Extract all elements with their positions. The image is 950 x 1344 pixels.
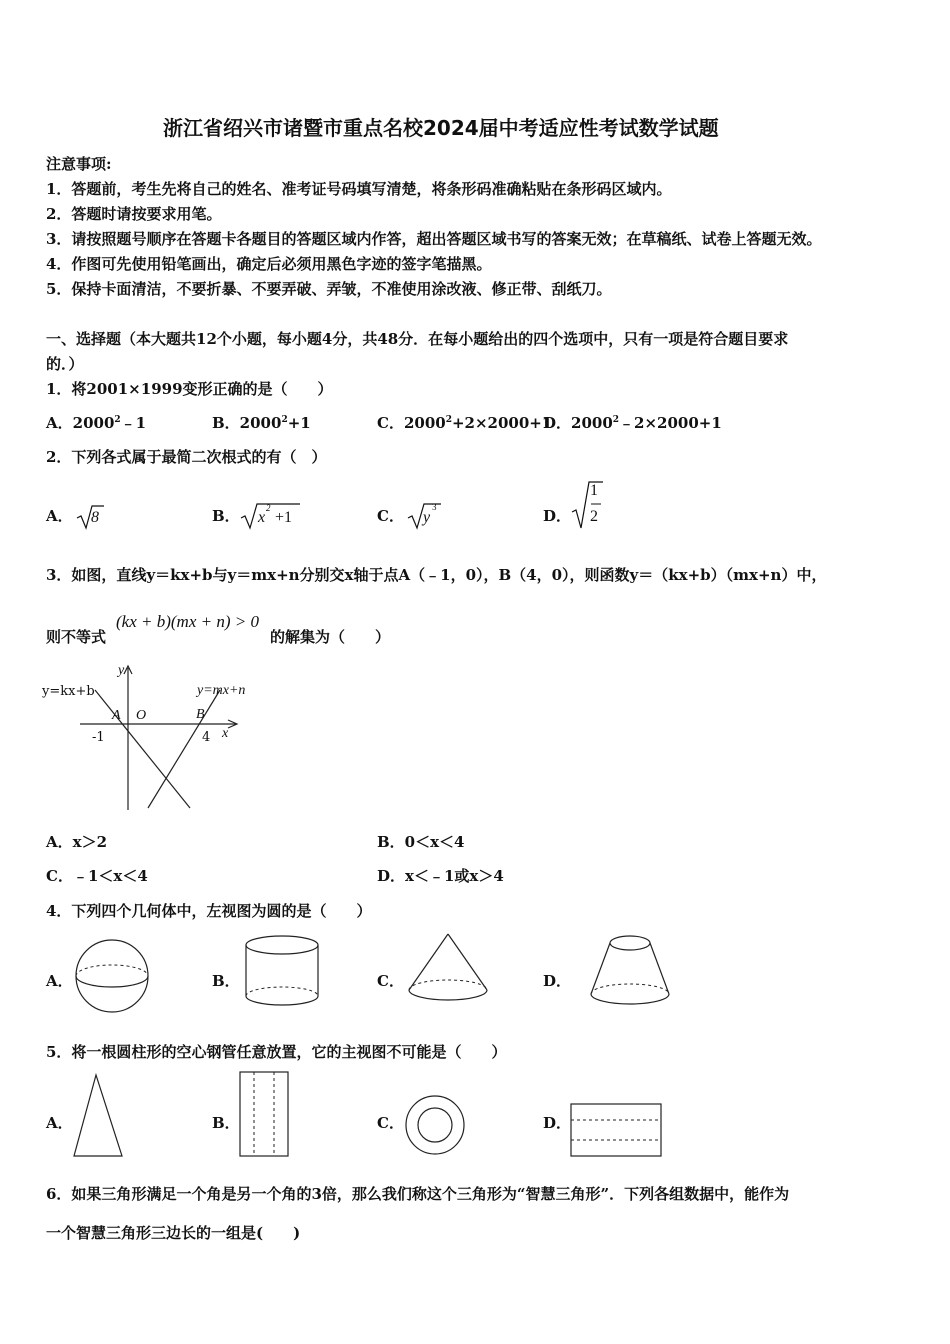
- q3-line1-label: y=kx+b: [42, 684, 95, 699]
- tall-rectangle-view: [238, 1070, 292, 1158]
- notice-item: 2．答题时请按要求用笔。: [46, 205, 222, 223]
- q3-option-c: C．﹣1＜x＜4: [46, 867, 148, 885]
- ring-view: [403, 1094, 469, 1160]
- q2-d-numerator: 1: [590, 482, 598, 499]
- page-title: 浙江省绍兴市诸暨市重点名校2024届中考适应性考试数学试题: [163, 116, 719, 140]
- q2-b-plus-one: +1: [275, 509, 293, 526]
- q2-label-d: D．: [543, 507, 572, 525]
- q2-c-var: y: [423, 509, 431, 526]
- q2-label-a: A．: [46, 507, 73, 525]
- q4-label-d: D．: [543, 972, 572, 990]
- q3-option-b: B．0＜x＜4: [377, 833, 465, 851]
- notice-item: 5．保持卡面清洁，不要折暴、不要弄破、弄皱，不准使用涂改液、修正带、刮纸刀。: [46, 280, 612, 298]
- q1-option-b: B．$2000^2+1$: [212, 414, 311, 432]
- q1-stem: 1．将2001×1999变形正确的是（ ）: [46, 380, 333, 398]
- q3-line2-label: y=mx+n: [197, 683, 246, 698]
- q3-x-label: x: [222, 726, 229, 741]
- q4-label-c: C．: [377, 972, 404, 990]
- q3-y-label: y: [118, 663, 125, 678]
- section-heading: 一、选择题（本大题共12个小题，每小题4分，共48分．在每小题给出的四个选项中，只有一项是符合题目要求: [46, 330, 789, 348]
- q2-option-d-radical: [571, 480, 605, 530]
- q6-stem: 6．如果三角形满足一个角是另一个角的3倍，那么我们称这个三角形为“智慧三角形”．下列各组数据中，能作为: [46, 1185, 790, 1203]
- notice-item: 3．请按照题号顺序在答题卡各题目的答题区域内作答，超出答题区域书写的答案无效；在草稿纸、试卷上答题无效。: [46, 230, 822, 248]
- notice-heading: 注意事项:: [46, 155, 112, 173]
- q2-c-exp: 3: [432, 502, 437, 512]
- notice-item: 4．作图可先使用铅笔画出，确定后必须用黑色字迹的签字笔描黑。: [46, 255, 492, 273]
- q3-point-b: B: [196, 707, 205, 722]
- q3-option-a: A．x＞2: [46, 833, 108, 851]
- q3-tick-neg1: -1: [92, 730, 105, 745]
- q3-stem-suffix: 的解集为（ ）: [270, 628, 391, 646]
- q6-stem-cont: 一个智慧三角形三边长的一组是( ): [46, 1224, 301, 1242]
- line-mx-n: [148, 690, 220, 808]
- q2-label-b: B．: [212, 507, 240, 525]
- q2-label-c: C．: [377, 507, 404, 525]
- q1-option-d: D．$2000^2﹣2\times 2000+1$: [543, 414, 722, 432]
- frustum-shape: [588, 934, 674, 1012]
- q1-option-c: C．$2000^2+2\times 2000+1$: [377, 414, 553, 432]
- wide-rectangle-view: [569, 1102, 665, 1158]
- cone-shape: [406, 932, 492, 1010]
- q5-label-a: A．: [46, 1114, 73, 1132]
- q2-b-exp: 2: [266, 503, 271, 513]
- q5-label-d: D．: [543, 1114, 572, 1132]
- q4-stem: 4．下列四个几何体中，左视图为圆的是（ ）: [46, 902, 372, 920]
- q4-label-b: B．: [212, 972, 240, 990]
- q2-a-radicand: 8: [91, 509, 99, 526]
- notice-item: 1．答题前，考生先将自己的姓名、准考证号码填写清楚，将条形码准确粘贴在条形码区域内。: [46, 180, 672, 198]
- q3-stem-prefix: 则不等式: [46, 628, 107, 646]
- q5-label-b: B．: [212, 1114, 240, 1132]
- q3-inequality: (kx + b)(mx + n) > 0: [116, 612, 259, 631]
- q3-stem: 3．如图，直线y＝kx+b与y＝mx+n分别交x轴于点A（﹣1，0），B（4，0），则函数y＝（kx+b）（mx+n）中，: [46, 566, 827, 584]
- q1-option-a: A．2000$^2$﹣1: [46, 414, 147, 432]
- q3-tick-4: 4: [202, 730, 211, 745]
- q5-stem: 5．将一根圆柱形的空心钢管任意放置，它的主视图不可能是（ ）: [46, 1043, 507, 1061]
- q5-label-c: C．: [377, 1114, 404, 1132]
- section-heading-cont: 的．）: [46, 355, 84, 373]
- triangle-view: [70, 1072, 126, 1160]
- q2-stem: 2．下列各式属于最简二次根式的有（ ）: [46, 448, 327, 466]
- q3-point-a: A: [112, 708, 121, 723]
- q3-option-d: D．x＜﹣1或x＞4: [377, 867, 504, 885]
- q2-option-b-radical: [240, 502, 302, 530]
- q3-origin: O: [136, 708, 147, 723]
- q2-b-var: x: [258, 509, 266, 526]
- sphere-shape: [74, 936, 154, 1016]
- q4-label-a: A．: [46, 972, 73, 990]
- q2-d-denominator: 2: [590, 508, 598, 525]
- cylinder-shape: [244, 934, 324, 1014]
